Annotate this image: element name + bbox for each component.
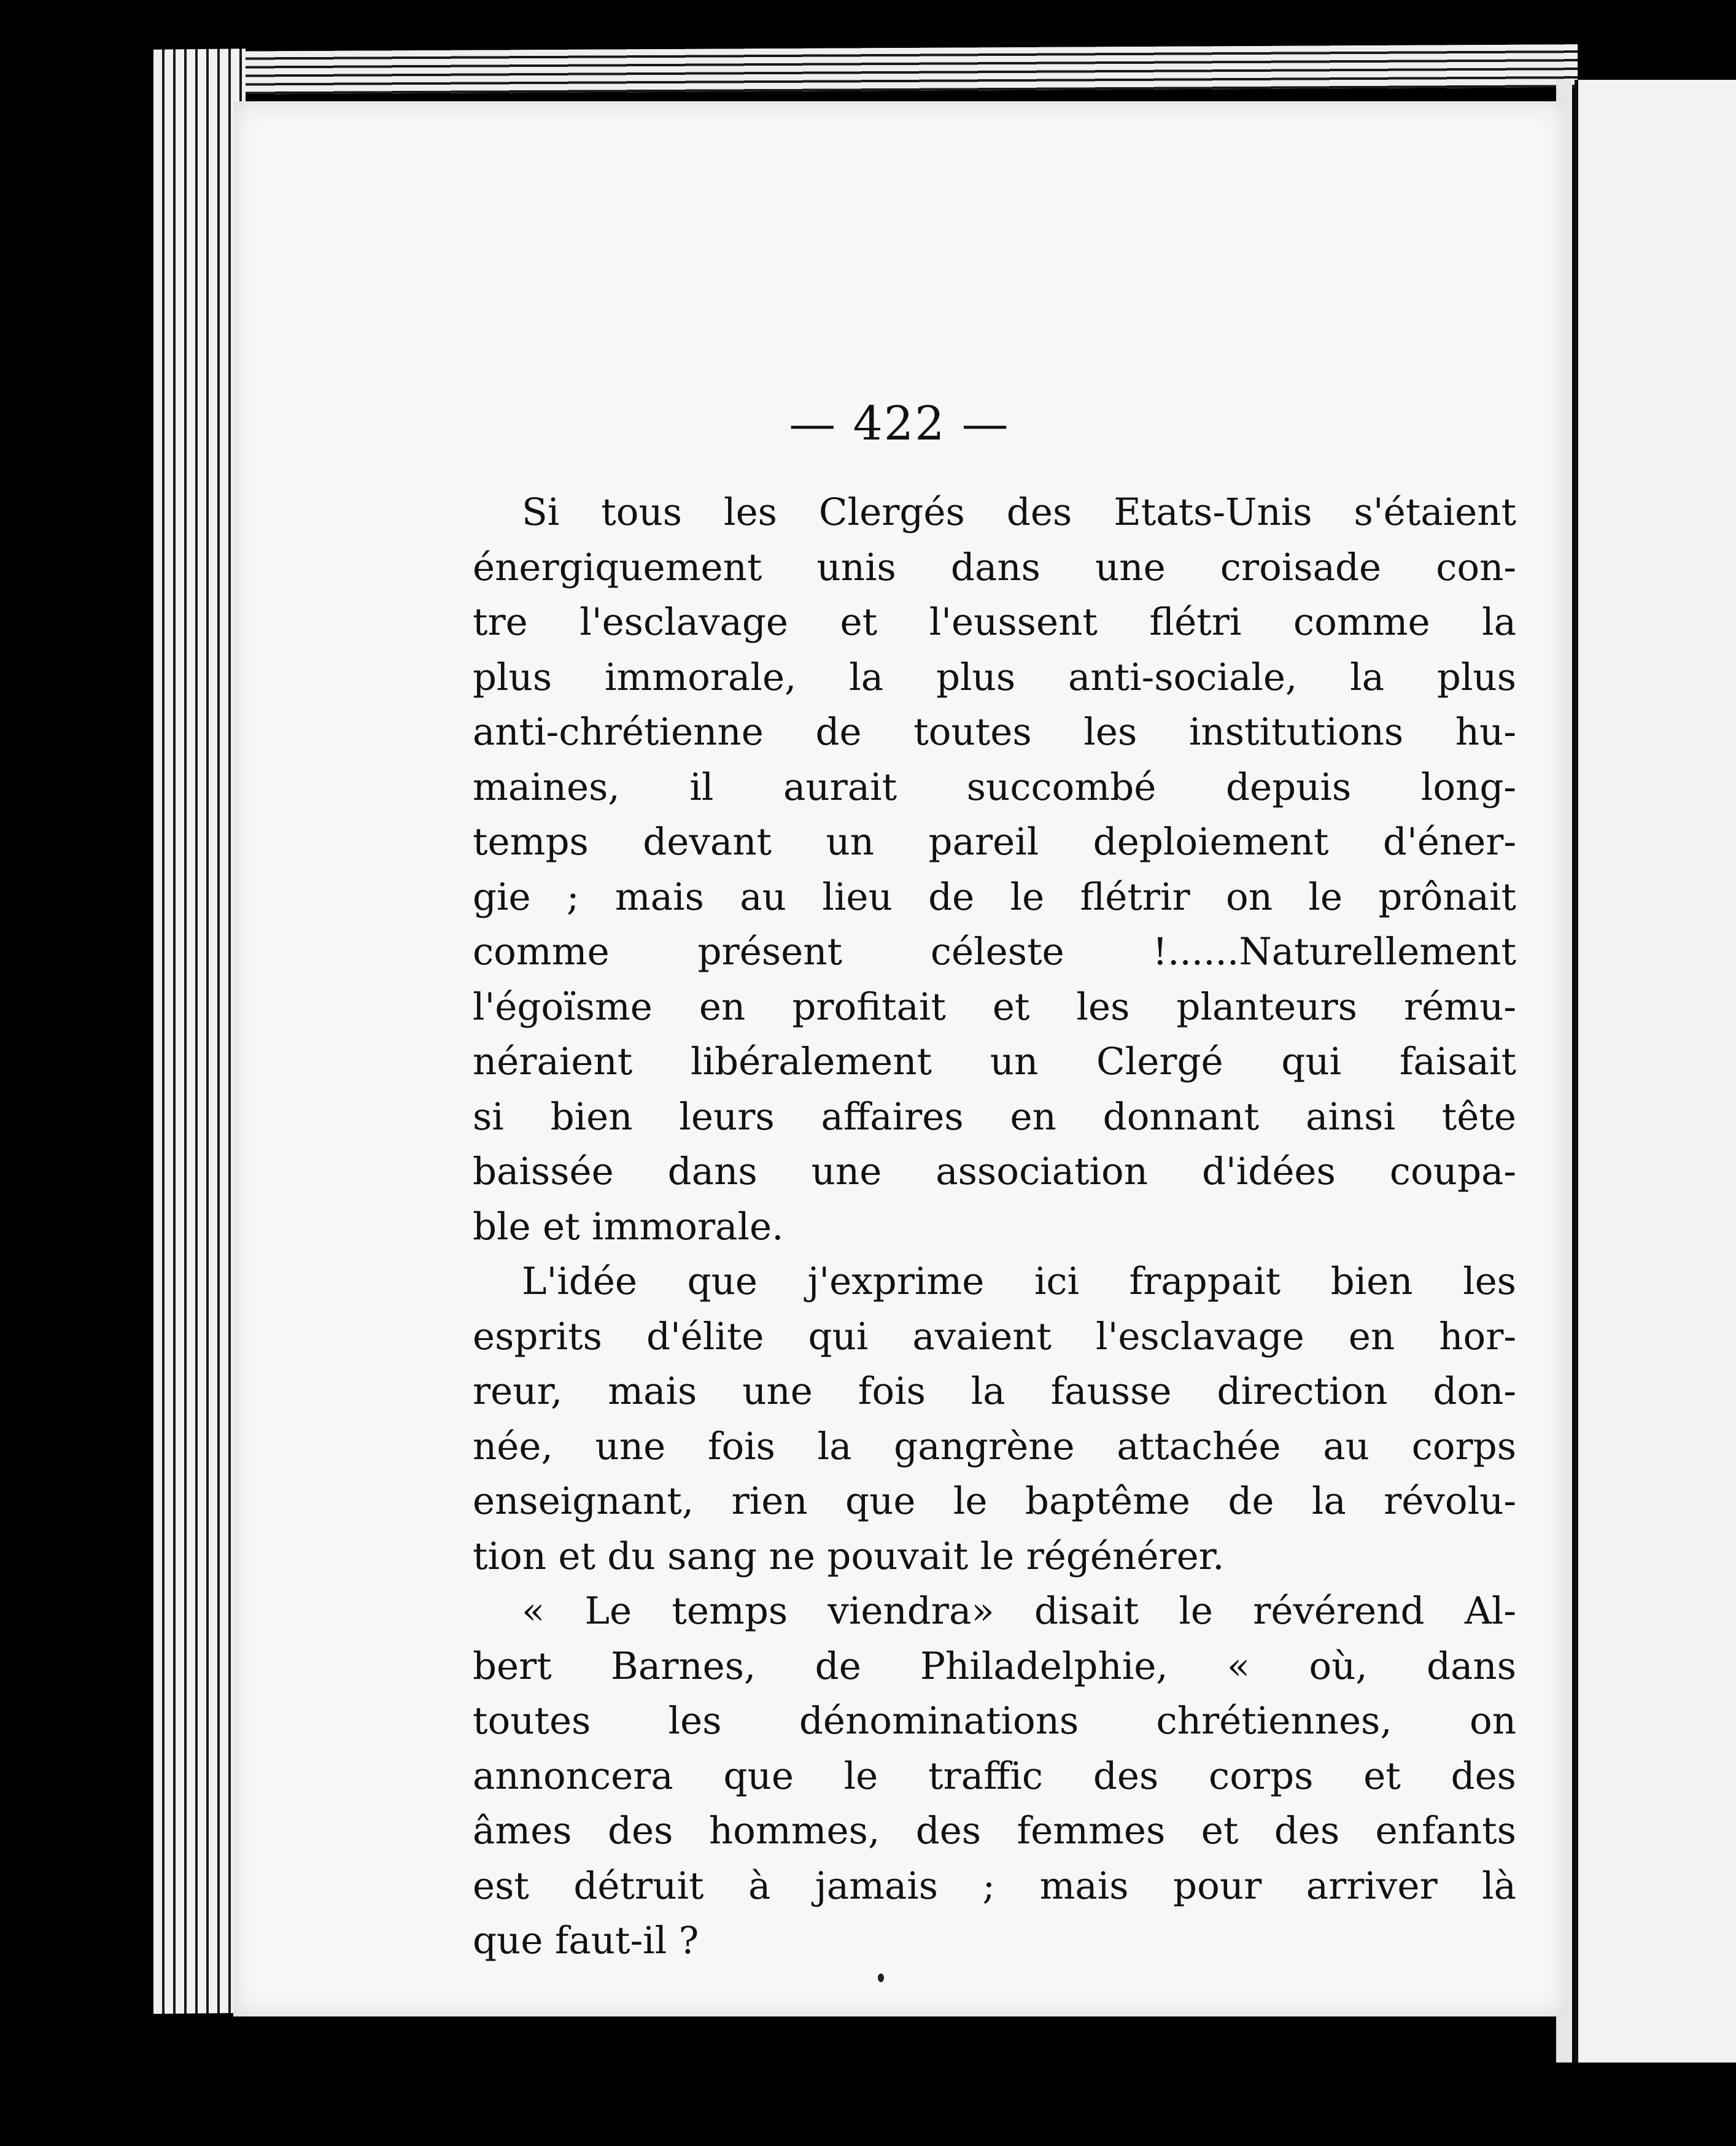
paragraph-3 (473, 1584, 1516, 1969)
text-line: maines, il aurait succombé depuis long- (473, 765, 1516, 809)
text-line: âmes des hommes, des femmes et des enfants (473, 1809, 1516, 1853)
text-line: bert Barnes, de Philadelphie, « où, dans (473, 1644, 1516, 1688)
page-stack-left-edge (153, 48, 246, 2014)
book-page (233, 101, 1565, 2016)
text-line: si bien leurs affaires en donnant ainsi tête (473, 1094, 1516, 1139)
text-line: enseignant, rien que le baptême de la révolu- (473, 1479, 1516, 1523)
ink-speck-icon (878, 1974, 884, 1982)
page-stack-top-edge (203, 44, 1578, 95)
text-line: L'idée que j'exprime ici frappait bien les (522, 1260, 1516, 1303)
text-line: tion et du sang ne pouvait le régénérer. (473, 1534, 1225, 1578)
body-text (473, 485, 1516, 1969)
text-line: comme présent céleste !......Naturellement (473, 930, 1516, 974)
text-line: anti-chrétienne de toutes les institutions hu- (473, 710, 1516, 754)
text-line: temps devant un pareil deploiement d'éner- (473, 820, 1516, 864)
page-number: — 422 — (789, 396, 1010, 451)
paragraph-1 (473, 485, 1516, 1254)
text-line: gie ; mais au lieu de le flétrir on le prônait (473, 875, 1516, 919)
paragraph-2 (473, 1254, 1516, 1584)
text-line: annoncera que le traffic des corps et des (473, 1754, 1516, 1798)
text-line: tre l'esclavage et l'eussent flétri comme la (473, 600, 1516, 644)
text-line: baissée dans une association d'idées coupa- (473, 1150, 1516, 1193)
text-line: esprits d'élite qui avaient l'esclavage en hor- (473, 1314, 1516, 1358)
text-line: ble et immorale. (473, 1204, 784, 1249)
text-line: plus immorale, la plus anti-sociale, la plus (473, 655, 1516, 699)
text-line: que faut-il ? (473, 1919, 699, 1962)
text-line: Si tous les Clergés des Etats-Unis s'étaient (522, 490, 1516, 534)
text-line: reur, mais une fois la fausse direction don- (473, 1369, 1516, 1413)
text-line: née, une fois la gangrène attachée au corps (473, 1424, 1516, 1468)
text-line: énergiquement unis dans une croisade con- (473, 545, 1516, 589)
text-line: « Le temps viendra» disait le révérend Al- (522, 1589, 1516, 1633)
text-line: néraient libéralement un Clergé qui faisait (473, 1040, 1516, 1083)
text-line: est détruit à jamais ; mais pour arriver là (473, 1864, 1516, 1908)
text-line: toutes les dénominations chrétiennes, on (473, 1699, 1516, 1743)
text-line: l'égoïsme en profitait et les planteurs rému- (473, 985, 1516, 1029)
facing-page (1575, 80, 1736, 2063)
